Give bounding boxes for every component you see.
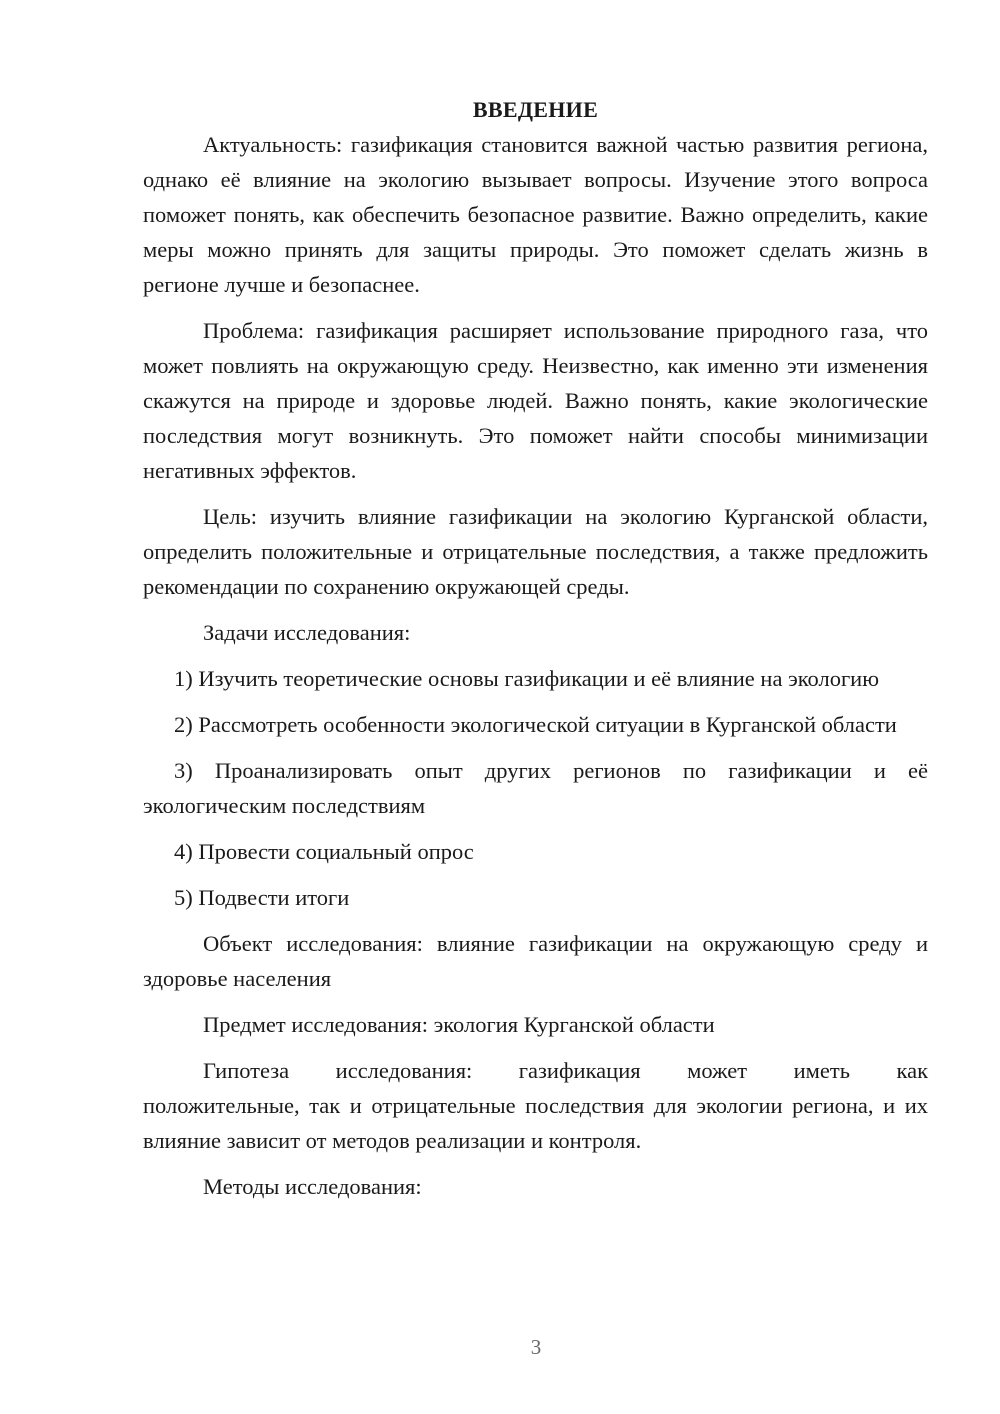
page-title: ВВЕДЕНИЕ (472, 97, 599, 122)
relevance-paragraph: Актуальность: газификация становится важной частью развития региона, однако её влияние на экологию вызывает вопросы. Изучение этого вопроса поможет понять, как обеспечить безопасное развитие. Важно определить, какие меры можно принять для защиты природы. Это поможет сделать жизнь в регионе лучше и безопаснее. (143, 132, 928, 297)
hypothesis-paragraph (143, 1053, 928, 1158)
task-item-1: 1) Изучить теоретические основы газификации и её влияние на экологию (174, 666, 880, 691)
subject-paragraph: Предмет исследования: экология Курганской области (203, 1012, 715, 1037)
page-number: 3 (530, 1335, 542, 1359)
task-item-3: 3) Проанализировать опыт других регионов по газификации и её экологическим последствиям (143, 758, 928, 818)
goal-paragraph: Цель: изучить влияние газификации на экологию Курганской области, определить положительные и отрицательные последствия, а также предложить рекомендации по сохранению окружающей среды. (143, 504, 928, 599)
methods-heading: Методы исследования: (203, 1174, 422, 1199)
problem-paragraph: Проблема: газификация расширяет использование природного газа, что может повлиять на окружающую среду. Неизвестно, как именно эти изменения скажутся на природе и здоровье людей. Важно понять, какие экологические последствия могут возникнуть. Это поможет найти способы минимизации негативных эффектов. (143, 318, 928, 483)
hypothesis-first-line: Гипотеза исследования: газификация может иметь как (203, 1058, 928, 1083)
task-item-2: 2) Рассмотреть особенности экологической ситуации в Курганской области (174, 712, 897, 737)
object-paragraph: Объект исследования: влияние газификации на окружающую среду и здоровье населения (143, 931, 928, 991)
hypothesis-continuation: положительные, так и отрицательные последствия для экологии региона, и их влияние зависит от методов реализации и контроля. (143, 1093, 928, 1153)
page-content (143, 92, 928, 1204)
tasks-heading: Задачи исследования: (203, 620, 411, 645)
task-item-4: 4) Провести социальный опрос (174, 839, 474, 864)
task-item-5: 5) Подвести итоги (174, 885, 350, 910)
